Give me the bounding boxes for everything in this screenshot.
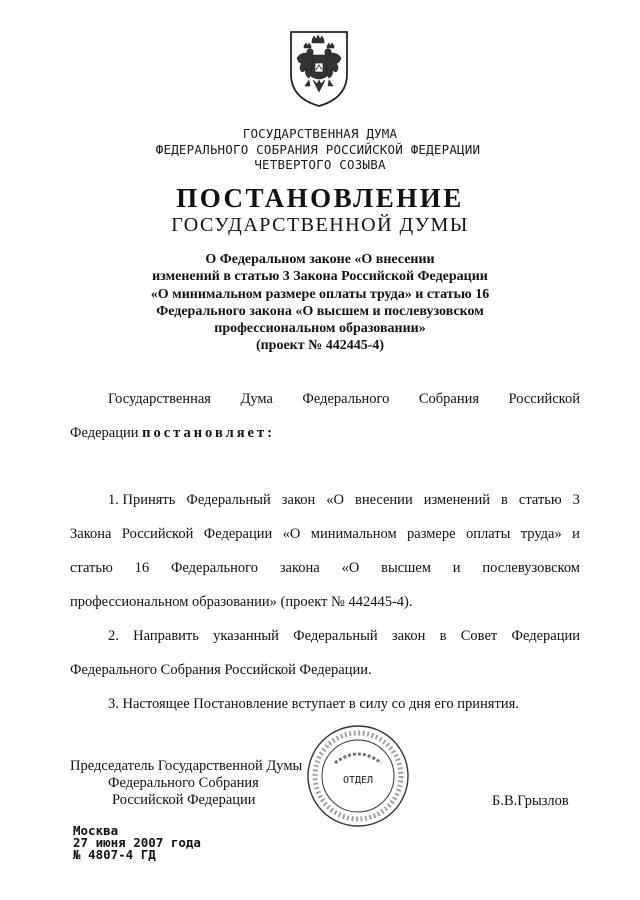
item-2-line-2: Федерального Собрания Российской Федерации. [70,662,372,678]
document-subject [110,251,530,355]
item-1-line-3 [70,560,580,577]
subject-line: «О минимальном размере оплаты труда» и статью 16 [150,286,490,302]
item-word: Направить [133,628,199,644]
item-word: Федеральный [293,628,378,644]
signatory-title-line-3: Российской Федерации [112,792,256,808]
preamble-word: Собрания [418,391,480,407]
subject-line: (проект № 442445-4) [255,338,385,354]
item-word: в [501,492,508,508]
item-word: оплаты [465,526,511,542]
item-word: в [439,628,447,644]
item-word: «О [282,526,301,542]
preamble-start: Федерации [70,425,139,441]
subject-line: Федерального закона «О высшем и послевузовском [156,303,484,319]
subject-line: изменений в статью 3 Закона Российской Федерации [152,269,488,285]
item-word: Федерального [170,560,258,576]
item-word: минимальном [310,526,397,542]
preamble-word: Федерального [302,391,390,407]
item-word: 1. Принять [108,492,176,508]
item-word: Федерации [511,628,580,644]
footer-city: Москва [73,823,119,838]
organization-line-2: ФЕДЕРАЛЬНОГО СОБРАНИЯ РОССИЙСКОЙ ФЕДЕРАЦИИ [155,142,481,157]
official-stamp-icon [305,723,411,829]
footer-number: № 4807-4 ГД [73,847,156,862]
item-word: и [572,526,580,542]
document-issuer-title: ГОСУДАРСТВЕННОЙ ДУМЫ [171,214,469,236]
preamble-word: Дума [240,391,273,407]
item-word: закона [279,560,320,576]
decree-word: постановляет: [142,425,275,441]
item-word: изменений [423,492,491,508]
item-2-line-1 [108,628,580,645]
item-word: закон [391,628,426,644]
item-word: закон [281,492,316,508]
item-word: «О [326,492,344,508]
organization-line-3: ЧЕТВЕРТОГО СОЗЫВА [254,157,386,172]
item-word: послевузовском [482,560,580,576]
item-word: 16 [134,560,150,576]
item-word: 2. [108,628,119,644]
item-3-line-1: 3. Настоящее Постановление вступает в силу со дня его принятия. [108,696,519,712]
item-word: Закона [70,526,112,542]
preamble-line-2 [70,425,275,442]
item-1-line-2 [70,526,580,543]
preamble-word: Российской [508,391,580,407]
item-word: и [452,560,461,576]
item-word: Российской [121,526,194,542]
item-word: внесении [354,492,413,508]
organization-line-1: ГОСУДАРСТВЕННАЯ ДУМА [242,126,398,141]
coat-of-arms-icon [285,28,353,108]
item-word: статью [518,492,562,508]
signatory-name: Б.В.Грызлов [492,793,569,809]
item-word: статью [70,560,113,576]
item-word: Федерации [203,526,273,542]
document-type-title: ПОСТАНОВЛЕНИЕ [176,183,464,213]
item-word: высшем [381,560,431,576]
item-word: указанный [213,628,279,644]
item-1-line-4: профессиональном образовании» (проект № 442445-4). [70,594,413,610]
signatory-title-line-1: Председатель Государственной Думы [70,758,303,774]
item-word: Совет [460,628,498,644]
subject-line: О Федеральном законе «О внесении [205,252,435,267]
footer-date: 27 июня 2007 года [73,835,201,850]
signatory-title-line-2: Федерального Собрания [108,775,259,791]
subject-line: профессиональном образовании» [214,321,426,337]
item-word: «О [341,560,360,576]
stamp-center-text: ОТДЕЛ [342,775,374,786]
item-word: 3 [572,492,580,508]
preamble-line-1 [108,391,580,408]
item-word: Федеральный [186,492,271,508]
item-word: размере [407,526,456,542]
item-word: труда» [520,526,562,542]
item-1-line-1 [108,492,580,509]
preamble-word: Государственная [108,391,211,407]
